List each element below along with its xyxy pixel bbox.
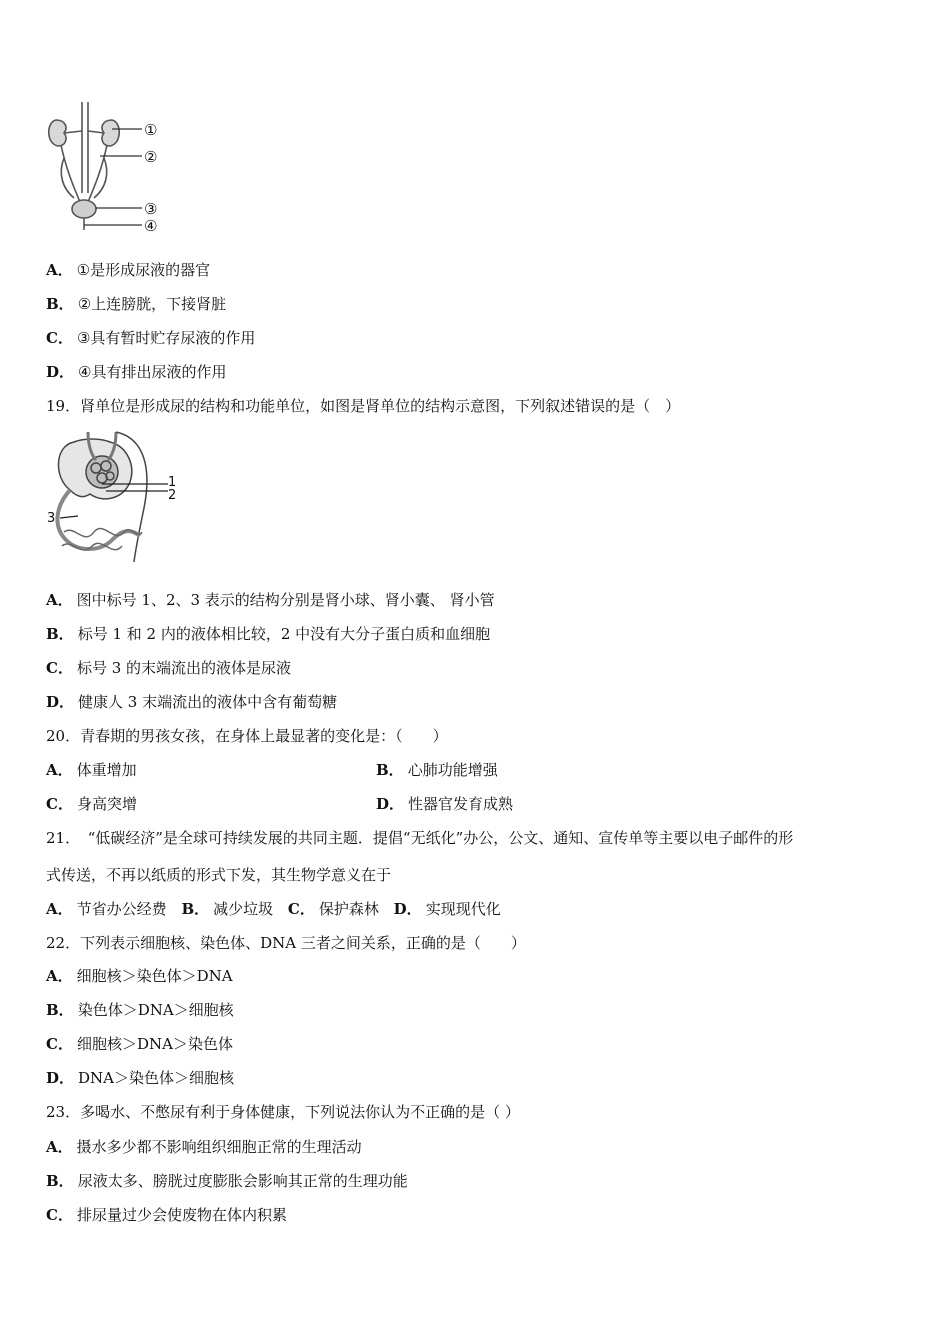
q21-option-a: A． 节省办公经费 (46, 900, 167, 918)
q18-option-a: A． ①是形成尿液的器官 (46, 261, 211, 279)
q21-option-b: B． 减少垃圾 (181, 900, 274, 918)
urinary-system-figure (44, 98, 174, 238)
q22-option-c: C． 细胞核＞DNA＞染色体 (46, 1035, 233, 1053)
q22-option-a: A． 细胞核＞染色体＞DNA (46, 967, 233, 985)
q19-option-c: C． 标号 3 的末端流出的液体是尿液 (46, 659, 292, 677)
q20-stem: 20．青春期的男孩女孩，在身体上最显著的变化是：（ ） (46, 727, 448, 745)
q19-option-b: B． 标号 1 和 2 内的液体相比较，2 中没有大分子蛋白质和血细胞 (46, 625, 491, 643)
q21-options (46, 899, 501, 919)
figure1-label-2: ② (144, 148, 158, 166)
q23-option-a: A． 摄水多少都不影响组织细胞正常的生理活动 (46, 1138, 362, 1156)
q19-option-a: A． 图中标号 1、2、3 表示的结构分别是肾小球、肾小囊、 肾小管 (46, 591, 495, 609)
q18-option-b: B． ②上连膀胱，下接肾脏 (46, 295, 227, 313)
q22-option-b: B． 染色体＞DNA＞细胞核 (46, 1001, 234, 1019)
q18-option-c: C． ③具有暂时贮存尿液的作用 (46, 329, 256, 347)
q19-stem: 19．肾单位是形成尿的结构和功能单位，如图是肾单位的结构示意图，下列叙述错误的是（ ） (46, 397, 681, 415)
figure1-label-4: ④ (144, 217, 158, 235)
q21-stem-line1: 21． “低碳经济”是全球可持续发展的共同主题．提倡“无纸化”办公，公文、通知、宣传单等主要以电子邮件的形 (46, 829, 794, 847)
q22-stem: 22．下列表示细胞核、染色体、DNA 三者之间关系，正确的是（ ） (46, 934, 526, 952)
nephron-label-2: 2 (168, 488, 177, 503)
q23-stem: 23．多喝水、不憋尿有利于身体健康，下列说法你认为不正确的是（ ） (46, 1103, 520, 1121)
q23-option-b: B． 尿液太多、膀胱过度膨胀会影响其正常的生理功能 (46, 1172, 408, 1190)
q21-stem-line2: 式传送，不再以纸质的形式下发，其生物学意义在于 (46, 866, 392, 884)
q20-option-d: D． 性器官发育成熟 (376, 795, 514, 813)
figure1-label-3: ③ (144, 200, 158, 218)
q20-option-b: B． 心肺功能增强 (376, 761, 498, 779)
q21-option-d: D． 实现现代化 (393, 900, 501, 918)
q18-option-d: D． ④具有排出尿液的作用 (46, 363, 227, 381)
nephron-label-1: 1 (168, 475, 177, 490)
q21-option-c: C． 保护森林 (287, 900, 379, 918)
q19-option-d: D． 健康人 3 末端流出的液体中含有葡萄糖 (46, 693, 338, 711)
q20-option-c: C． 身高突增 (46, 795, 137, 813)
q22-option-d: D． DNA＞染色体＞细胞核 (46, 1069, 235, 1087)
q20-option-a: A． 体重增加 (46, 761, 137, 779)
nephron-label-3: 3 (47, 511, 56, 526)
nephron-figure (44, 428, 180, 566)
q23-option-c: C． 排尿量过少会使废物在体内积累 (46, 1206, 287, 1224)
figure1-label-1: ① (144, 121, 158, 139)
